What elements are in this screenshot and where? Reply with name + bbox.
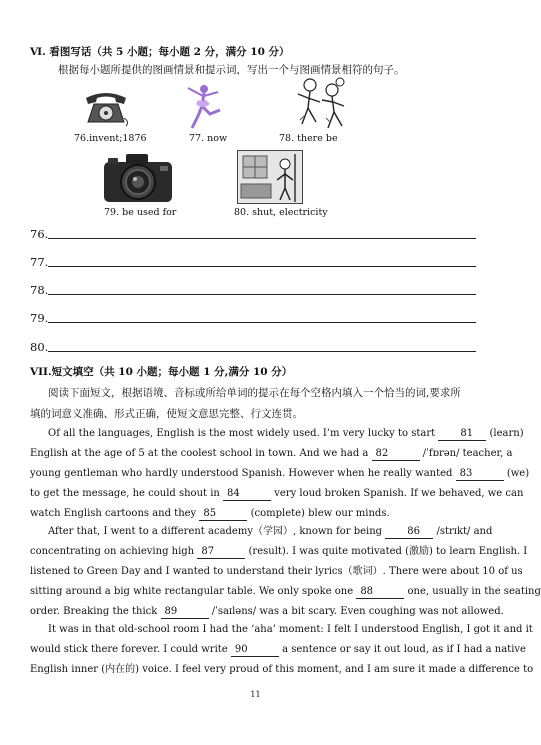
passage-line — [30, 562, 523, 582]
line-text: It was in that old-school room I had the ‘aha’ moment: I felt I understood English, I got it and it — [48, 624, 533, 635]
line-text-after: one, usually in the seating — [407, 586, 541, 597]
line-text: to get the message, he could shout in — [30, 488, 220, 499]
line-text-after: (we) — [506, 468, 530, 479]
blank-87[interactable]: 87 — [197, 546, 245, 559]
section6-title: Ⅵ. 看图写话（共 5 小题；每小题 2 分，满分 10 分） — [30, 46, 290, 58]
answer-number: 76. — [30, 227, 49, 241]
passage-paragraph-2 — [30, 522, 541, 622]
section7-instruction-2: 填的词意义准确、形式正确，使短文意思完整、行文连贯。 — [30, 408, 303, 420]
writing-rule — [48, 294, 476, 295]
person-at-door-icon — [237, 150, 303, 204]
blank-86[interactable]: 86 — [385, 526, 433, 539]
page-number: 11 — [250, 690, 261, 699]
line-text-after: (complete) blew our minds. — [250, 508, 390, 519]
line-text-after: /ˈfɒrən/ teacher, a — [422, 448, 513, 459]
answer-number: 80. — [30, 340, 49, 354]
line-text: Of all the languages, English is the most widely used. I’m very lucky to start — [48, 428, 436, 439]
line-text-after: a sentence or say it out loud, as if I had a native — [282, 644, 526, 655]
children-playing-icon — [292, 76, 350, 130]
passage-line — [30, 582, 541, 602]
line-text: After that, I went to a different academy（学园）, known for being — [48, 526, 383, 537]
blank-88[interactable]: 88 — [356, 586, 404, 599]
caption-79: 79. be used for — [104, 207, 177, 218]
line-text: young gentleman who hardly understood Spanish. However when he really wanted — [30, 468, 453, 479]
line-text-after: (result). I was quite motivated (激励) to learn English. I — [248, 546, 528, 557]
passage-paragraph-1 — [30, 424, 530, 524]
writing-rule — [48, 322, 476, 323]
answer-line-76[interactable] — [30, 227, 476, 241]
camera-icon — [100, 148, 176, 206]
caption-76: 76.invent;1876 — [74, 133, 147, 144]
line-text: English inner (内在的) voice. I feel very proud of this moment, and I am sure it made a difference to — [30, 664, 534, 675]
passage-line — [30, 620, 533, 640]
answer-number: 78. — [30, 283, 49, 297]
line-text-after: very loud broken Spanish. If we behaved, we can — [274, 488, 524, 499]
caption-78: 78. there be — [279, 133, 338, 144]
answer-line-80[interactable] — [30, 340, 476, 354]
section7-title: VII.短文填空（共 10 小题；每小题 1 分,满分 10 分） — [30, 366, 293, 378]
blank-84[interactable]: 84 — [223, 488, 271, 501]
blank-81[interactable]: 81 — [438, 428, 486, 441]
line-text: would stick there forever. I could write — [30, 644, 228, 655]
dancer-icon — [180, 82, 224, 130]
section7-instruction-1: 阅读下面短文，根据语境、音标或所给单词的提示在每个空格内填入一个恰当的词,要求所 — [48, 387, 461, 399]
passage-line — [30, 424, 524, 444]
passage-line — [30, 522, 493, 542]
writing-rule — [48, 238, 476, 239]
line-text: order. Breaking the thick — [30, 606, 158, 617]
passage-line — [30, 542, 528, 562]
answer-line-78[interactable] — [30, 283, 476, 297]
blank-82[interactable]: 82 — [372, 448, 420, 461]
passage-line — [30, 660, 534, 680]
line-text-after: /strɪkt/ and — [436, 526, 493, 537]
passage-line — [30, 484, 524, 504]
answer-number: 79. — [30, 311, 49, 325]
caption-77: 77. now — [189, 133, 228, 144]
line-text: listened to Green Day and I wanted to understand their lyrics（歌词）. There were about 10 of us — [30, 566, 523, 577]
line-text: English at the age of 5 at the coolest school in town. And we had a — [30, 448, 369, 459]
blank-89[interactable]: 89 — [161, 606, 209, 619]
answer-line-79[interactable] — [30, 311, 476, 325]
line-text: watch English cartoons and they — [30, 508, 197, 519]
writing-rule — [48, 351, 476, 352]
line-text: sitting around a big white rectangular table. We only spoke one — [30, 586, 354, 597]
passage-line — [30, 504, 478, 524]
section6-instruction: 根据每小题所提供的图画情景和提示词，写出一个与图画情景相符的句子。 — [58, 64, 405, 76]
passage-line — [30, 602, 504, 622]
blank-85[interactable]: 85 — [199, 508, 247, 521]
passage-paragraph-3 — [30, 620, 534, 680]
line-text-after: /ˈsaɪləns/ was a bit scary. Even coughing was not allowed. — [211, 606, 504, 617]
passage-line — [30, 640, 526, 660]
answer-number: 77. — [30, 255, 49, 269]
writing-rule — [48, 266, 476, 267]
blank-90[interactable]: 90 — [231, 644, 279, 657]
line-text-after: (learn) — [489, 428, 524, 439]
telephone-icon — [80, 88, 132, 128]
answer-line-77[interactable] — [30, 255, 476, 269]
passage-line — [30, 444, 513, 464]
blank-83[interactable]: 83 — [456, 468, 504, 481]
caption-80: 80. shut, electricity — [234, 207, 328, 218]
passage-line — [30, 464, 530, 484]
line-text: concentrating on achieving high — [30, 546, 195, 557]
